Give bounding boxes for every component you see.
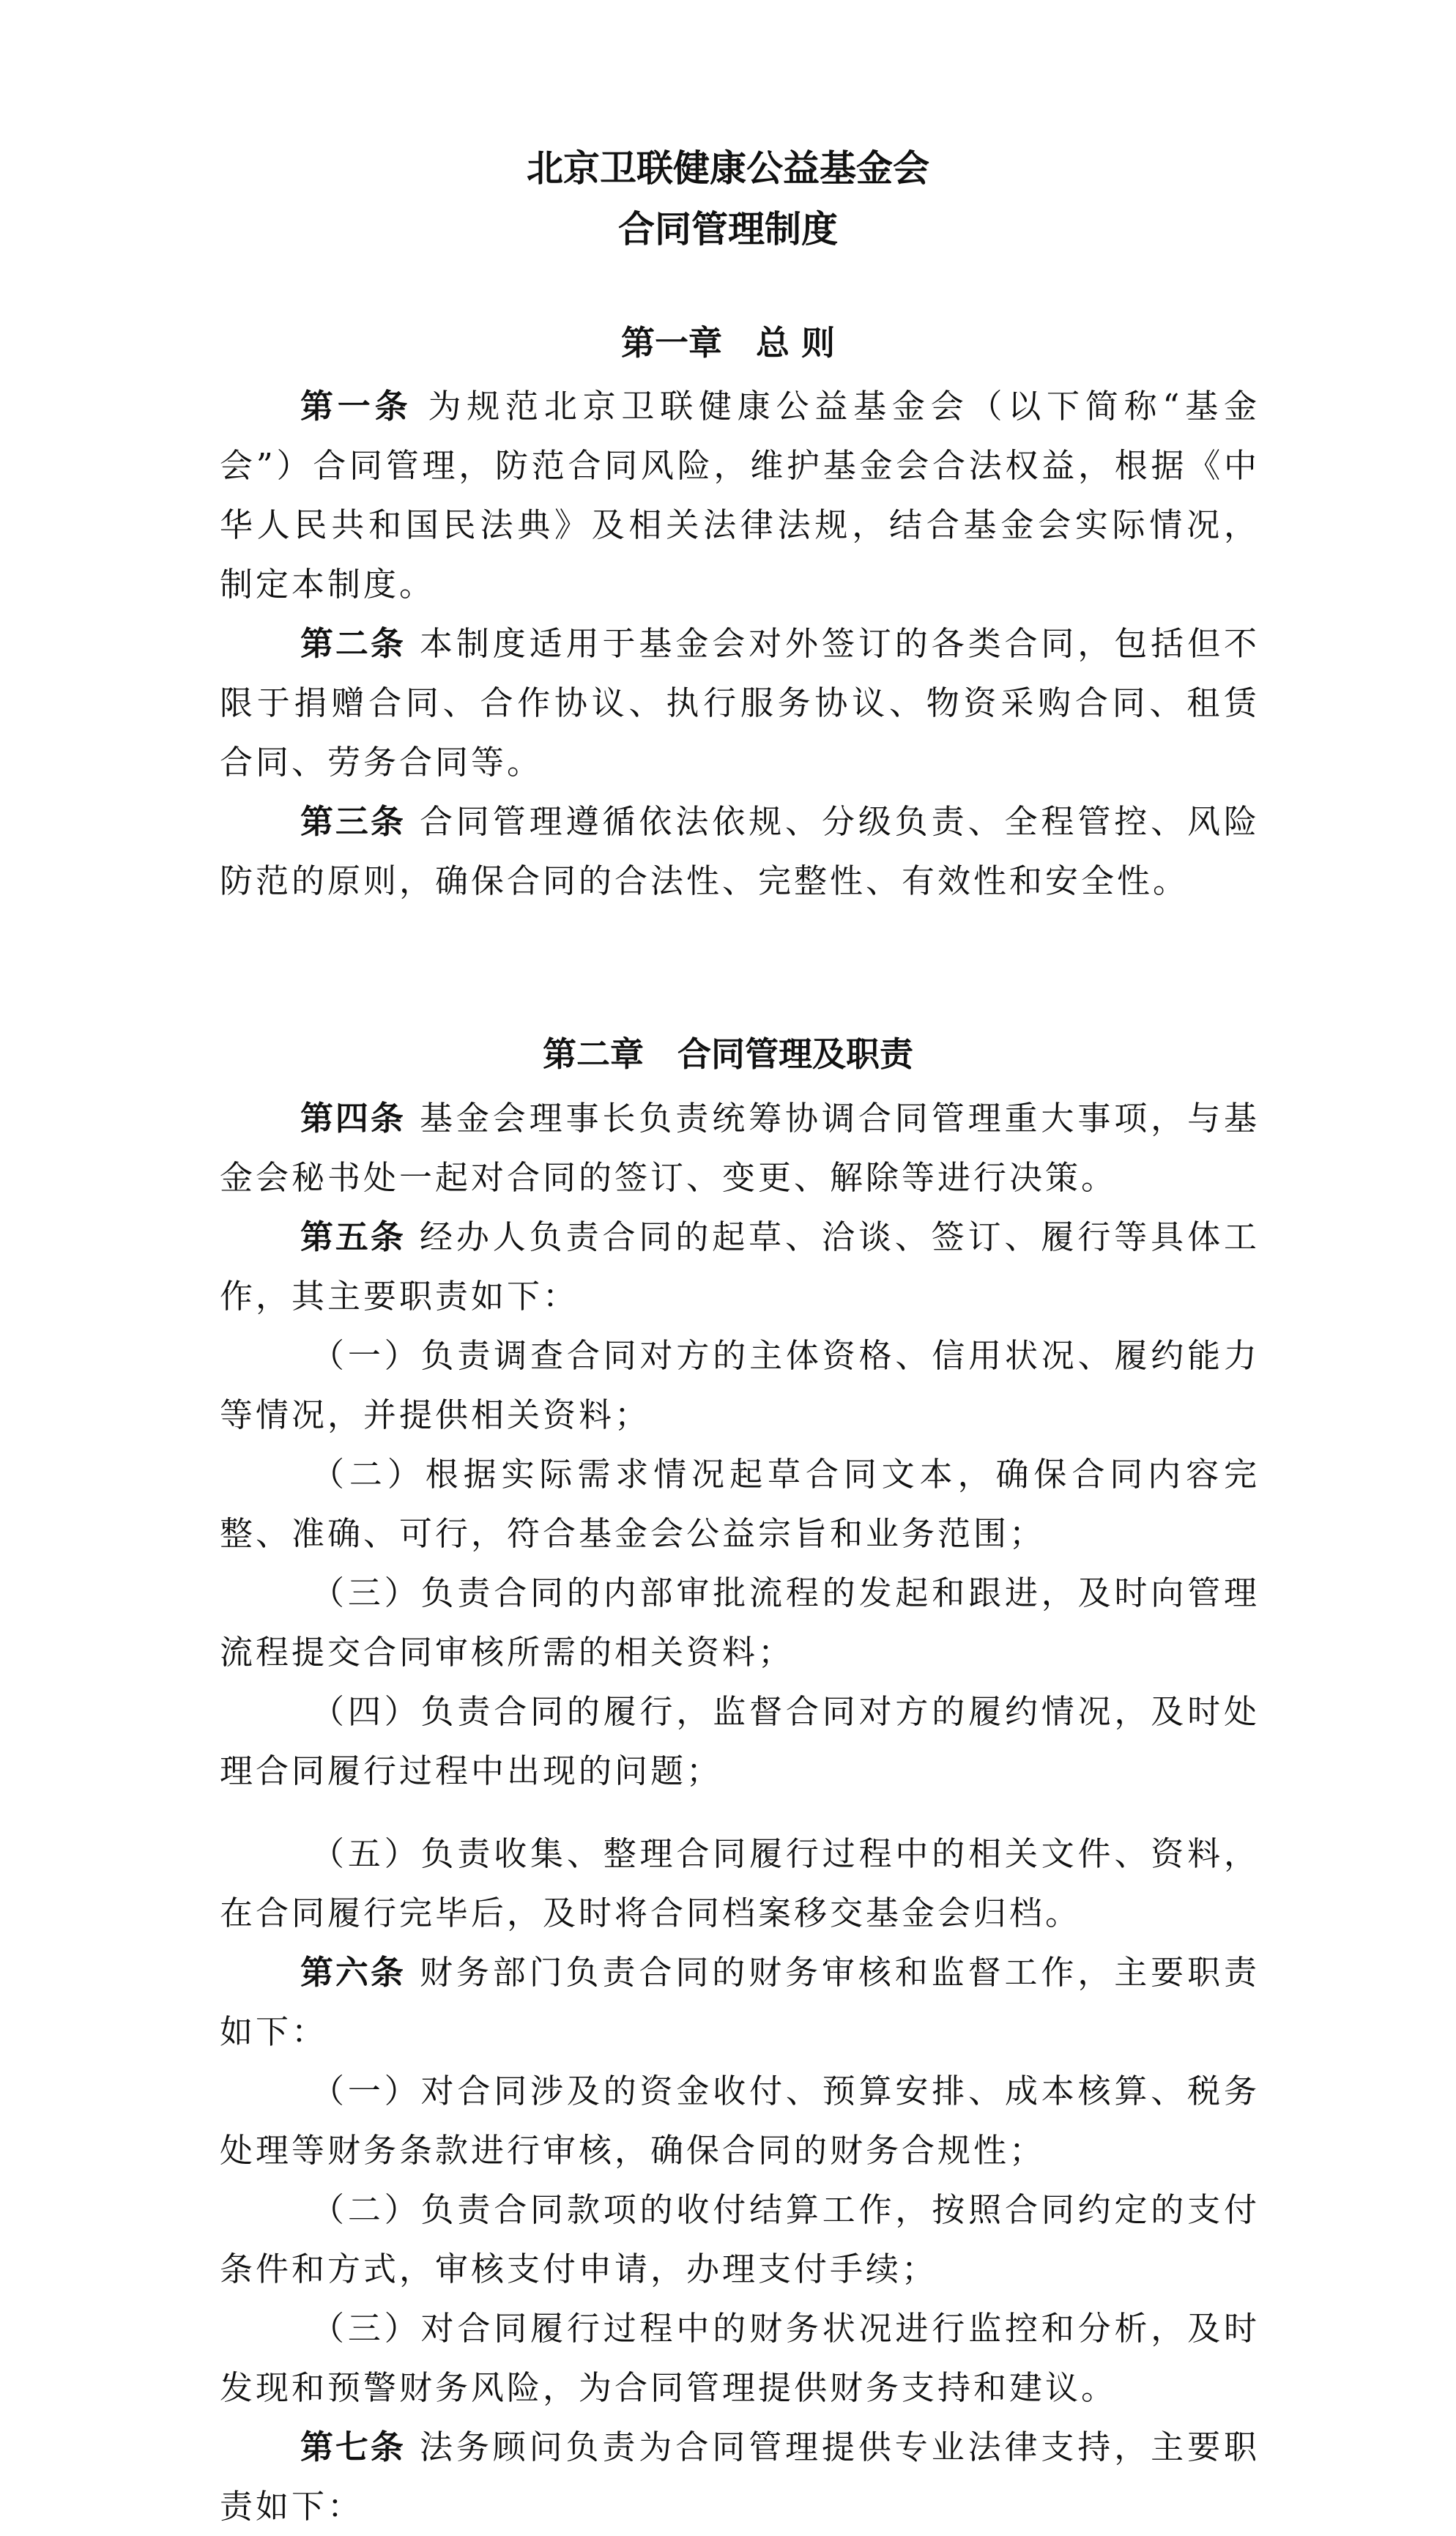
article-5 — [220, 1207, 1260, 1326]
article-6-number: 第六条 — [300, 1953, 406, 1992]
article-7 — [220, 2417, 1260, 2536]
article-2 — [220, 614, 1260, 792]
article-5-text: 经办人负责合同的起草、洽谈、签订、履行等具体工作，其主要职责如下： — [220, 1217, 1260, 1316]
article-1-text: 为规范北京卫联健康公益基金会（以下简称“基金会”）合同管理，防范合同风险，维护基金会合法权益，根据《中华人民共和国民法典》及相关法律法规，结合基金会实际情况，制定本制度。 — [220, 387, 1260, 604]
document-title-line1: 北京卫联健康公益基金会 — [527, 147, 929, 190]
article-5-item-2: （二）根据实际需求情况起草合同文本，确保合同内容完整、准确、可行，符合基金会公益宗旨和业务范围； — [220, 1455, 1260, 1553]
chapter-heading-2: 第二章 合同管理及职责 — [543, 1034, 913, 1074]
article-3-text: 合同管理遵循依法依规、分级负责、全程管控、风险防范的原则，确保合同的合法性、完整性、有效性和安全性。 — [220, 802, 1260, 900]
article-4-number: 第四条 — [300, 1099, 406, 1138]
article-2-number: 第二条 — [300, 624, 406, 663]
article-5-item-3: （三）负责合同的内部审批流程的发起和跟进，及时向管理流程提交合同审核所需的相关资料； — [220, 1573, 1260, 1672]
article-6 — [220, 1943, 1260, 2061]
article-7-text: 法务顾问负责为合同管理提供专业法律支持，主要职责如下： — [220, 2428, 1260, 2526]
article-7-number: 第七条 — [300, 2428, 406, 2466]
article-5-number: 第五条 — [300, 1217, 406, 1256]
article-1 — [220, 377, 1260, 614]
chapter-heading-1: 第一章 总 则 — [620, 323, 835, 363]
article-1-number: 第一条 — [300, 387, 412, 426]
document-title-line2: 合同管理制度 — [618, 207, 838, 251]
article-6-item-2: （二）负责合同款项的收付结算工作，按照合同约定的支付条件和方式，审核支付申请，办理支付手续； — [220, 2190, 1260, 2288]
article-4-text: 基金会理事长负责统筹协调合同管理重大事项，与基金会秘书处一起对合同的签订、变更、解除等进行决策。 — [220, 1099, 1260, 1197]
article-5-item-5: （五）负责收集、整理合同履行过程中的相关文件、资料，在合同履行完毕后，及时将合同档案移交基金会归档。 — [220, 1834, 1260, 1932]
article-3-number: 第三条 — [300, 802, 406, 841]
article-6-item-3: （三）对合同履行过程中的财务状况进行监控和分析，及时发现和预警财务风险，为合同管理提供财务支持和建议。 — [220, 2309, 1260, 2407]
article-6-text: 财务部门负责合同的财务审核和监督工作，主要职责如下： — [220, 1953, 1260, 2051]
article-3 — [220, 792, 1260, 911]
article-2-text: 本制度适用于基金会对外签订的各类合同，包括但不限于捐赠合同、合作协议、执行服务协议、物资采购合同、租赁合同、劳务合同等。 — [220, 624, 1260, 782]
article-5-item-4: （四）负责合同的履行，监督合同对方的履约情况，及时处理合同履行过程中出现的问题； — [220, 1692, 1260, 1790]
article-5-item-1: （一）负责调查合同对方的主体资格、信用状况、履约能力等情况，并提供相关资料； — [220, 1336, 1260, 1434]
article-6-item-1: （一）对合同涉及的资金收付、预算安排、成本核算、税务处理等财务条款进行审核，确保合同的财务合规性； — [220, 2072, 1260, 2170]
article-4 — [220, 1089, 1260, 1207]
